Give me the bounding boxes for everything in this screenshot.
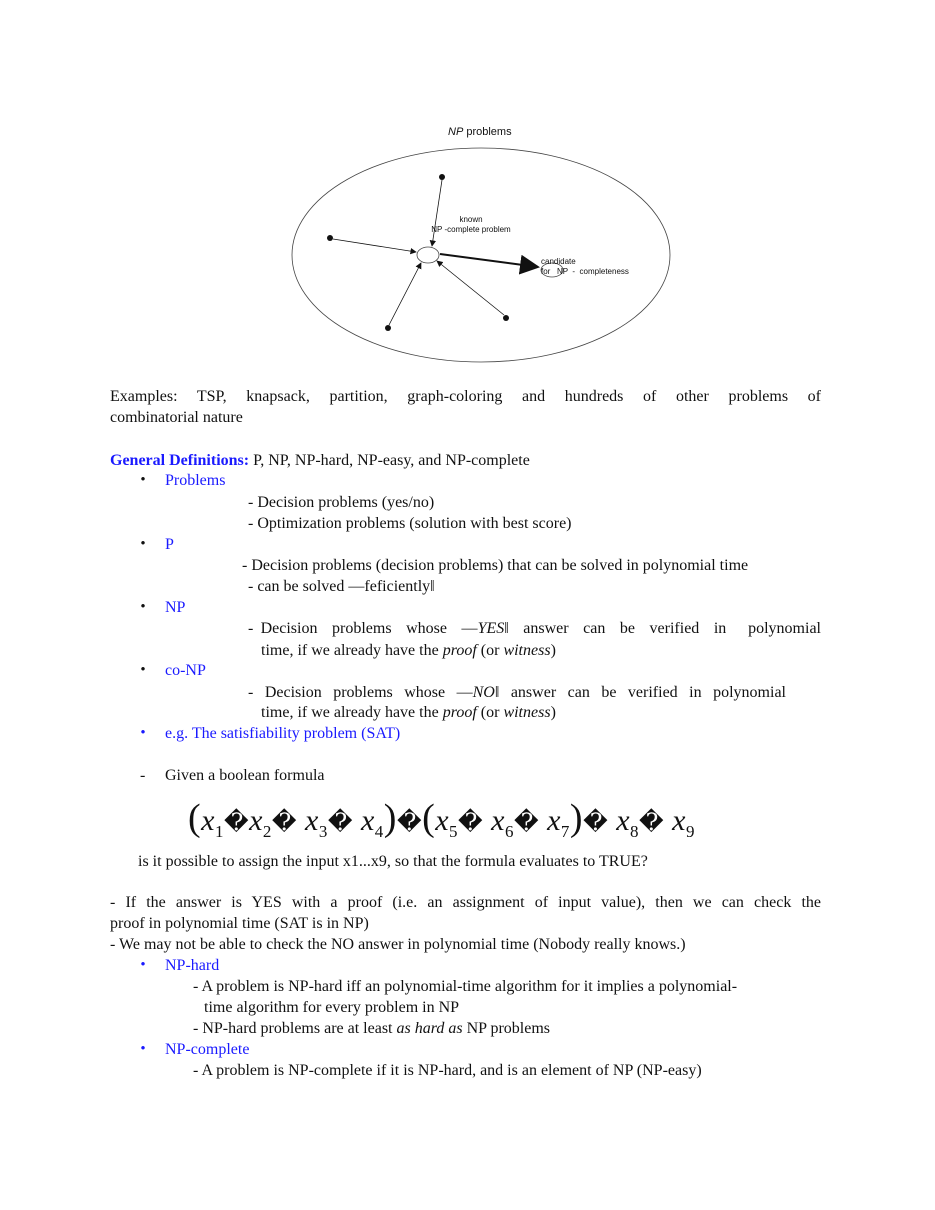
candidate-label-line1: candidate: [541, 257, 576, 266]
nphard-line3-em: as hard as: [396, 1020, 463, 1037]
problem-dot-bottom-left: [385, 325, 391, 331]
formula-paren-close-1: ): [383, 797, 397, 839]
conp-line2-proof: proof: [442, 704, 477, 721]
diagram-title-rest: problems: [463, 126, 512, 138]
np-line1-answer: YES: [477, 620, 505, 637]
bullet-npcomplete: •: [140, 1041, 146, 1057]
npcomplete-line1: - A problem is NP-complete if it is NP-hard, and is an element of NP (NP-easy): [193, 1062, 702, 1079]
problem-dot-top: [439, 174, 445, 180]
yes-answer-line1: - If the answer is YES with a proof (i.e. an assignment of input value), then we can check the: [110, 894, 821, 911]
formula-var-3: $x_3$: [305, 804, 328, 841]
formula-var-6: $x_6$: [491, 804, 514, 841]
formula-var-7: $x_7$: [547, 804, 570, 841]
diagram-title-np: NP: [448, 126, 464, 138]
bullet-np: •: [140, 599, 146, 615]
examples-line1: Examples: TSP, knapsack, partition, graph-coloring and hundreds of other problems of: [110, 388, 821, 405]
formula-var-2: $x_2$: [249, 804, 272, 841]
np-line1: [248, 618, 821, 639]
known-label-line2: NP -complete problem: [431, 225, 511, 234]
np-line2-mid: (or: [476, 642, 504, 659]
given-text: Given a boolean formula: [165, 767, 325, 784]
formula-var-5: $x_5$: [435, 804, 459, 841]
yes-answer-line2: proof in polynomial time (SAT is in NP): [110, 915, 369, 932]
conp-line2: [261, 702, 556, 723]
formula-op-3: �: [327, 810, 353, 836]
conp-line2-witness: witness: [503, 704, 551, 721]
formula-op-8: �: [639, 810, 665, 836]
sat-question: is it possible to assign the input x1...x9, so that the formula evaluates to TRUE?: [138, 853, 648, 870]
formula-paren-close-2: ): [569, 797, 584, 839]
given-dash: -: [140, 767, 146, 784]
nphard-line1: - A problem is NP-hard iff an polynomial-time algorithm for it implies a polynomial-: [193, 978, 738, 995]
conp-line1: [248, 682, 786, 703]
examples-line2: combinatorial nature: [110, 409, 243, 426]
problem-dot-left: [327, 235, 333, 241]
candidate-label: [541, 257, 629, 277]
bullet-nphard: •: [140, 957, 146, 973]
nphard-line3: [193, 1018, 550, 1039]
p-item-decision: - Decision problems (decision problems) that can be solved in polynomial time: [242, 557, 749, 574]
conp-label: co-NP: [165, 662, 206, 679]
np-line2-proof: proof: [442, 642, 477, 659]
known-label-line1: known: [459, 215, 483, 224]
bullet-sat: •: [140, 725, 146, 741]
problems-label: Problems: [165, 472, 226, 489]
formula-op-2: �: [271, 810, 298, 836]
problem-dot-bottom-right: [503, 315, 509, 321]
definitions-heading-label: General Definitions:: [110, 452, 250, 469]
formula-var-9: $x_9$: [672, 804, 695, 841]
sat-formula: [188, 796, 695, 842]
nphard-line3-pre: - NP-hard problems are at least: [193, 1020, 397, 1037]
arrow-bottom-left: [389, 263, 421, 325]
definitions-heading-rest: P, NP, NP-hard, NP-easy, and NP-complete: [249, 452, 530, 469]
formula-var-4: $x_4$: [360, 804, 384, 841]
np-line1-pre: - Decision problems whose ―: [248, 620, 478, 637]
np-line2-end: ): [550, 642, 556, 659]
known-npc-node: [417, 247, 439, 263]
arrow-left: [333, 239, 416, 252]
np-label: NP: [165, 599, 186, 616]
candidate-label-line2: for NP - completeness: [541, 267, 629, 276]
np-line2-witness: witness: [503, 642, 551, 659]
arrow-top: [432, 180, 442, 246]
np-line2: [261, 640, 556, 661]
formula-op-7: �: [583, 810, 609, 836]
np-line1-post: ‖ answer can be verified in polynomial: [504, 620, 821, 637]
bullet-conp: •: [140, 662, 146, 678]
nphard-line2: time algorithm for every problem in NP: [204, 999, 460, 1016]
formula-var-1: $x_1$: [201, 804, 224, 841]
problems-item-decision: - Decision problems (yes/no): [248, 494, 435, 511]
definitions-heading: [110, 450, 530, 471]
conp-line2-end: ): [550, 704, 556, 721]
arrow-to-candidate: [440, 254, 538, 267]
p-item-efficiently: - can be solved ―feficiently‖: [248, 578, 435, 595]
arrow-bottom-right: [437, 261, 504, 315]
np-line2-pre: time, if we already have the: [261, 642, 443, 659]
formula-paren-open-1: (: [188, 797, 202, 839]
formula-op-6: �: [513, 810, 540, 836]
problems-item-optimization: - Optimization problems (solution with best score): [248, 515, 572, 532]
formula-paren-open-2: (: [422, 797, 436, 839]
bullet-p: •: [140, 536, 146, 552]
no-answer-line: - We may not be able to check the NO answer in polynomial time (Nobody really knows.): [110, 936, 686, 953]
nphard-line3-post: NP problems: [462, 1020, 550, 1037]
conp-line2-pre: time, if we already have the: [261, 704, 443, 721]
formula-op-5: �: [458, 810, 484, 836]
np-diagram: [0, 0, 935, 380]
known-npc-label: [428, 215, 514, 235]
conp-line1-pre: - Decision problems whose ―: [248, 684, 473, 701]
formula-op-1: �: [223, 810, 250, 836]
formula-op-4: �: [396, 810, 423, 836]
npcomplete-label: NP-complete: [165, 1041, 250, 1058]
conp-line2-mid: (or: [476, 704, 504, 721]
conp-line1-post: ‖ answer can be verified in polynomial: [494, 684, 786, 701]
bullet-problems: •: [140, 472, 146, 488]
formula-var-8: $x_8$: [616, 804, 640, 841]
np-set-ellipse: [292, 148, 670, 362]
p-label: P: [165, 536, 174, 553]
sat-label: e.g. The satisfiability problem (SAT): [165, 725, 401, 742]
conp-line1-answer: NO: [472, 684, 495, 701]
nphard-label: NP-hard: [165, 957, 220, 974]
